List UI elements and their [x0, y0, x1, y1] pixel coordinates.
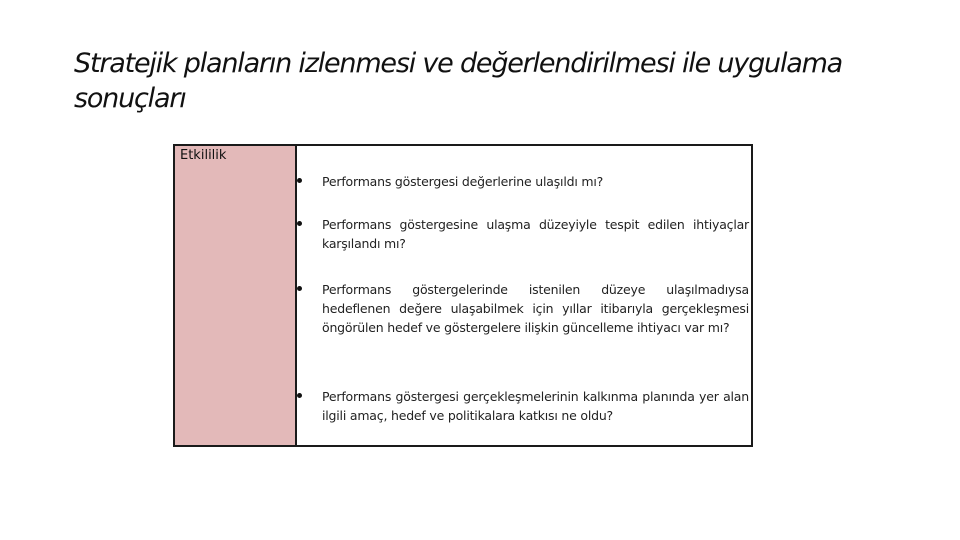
- bullet-icon: [297, 221, 302, 226]
- list-item-text: Performans göstergelerinde istenilen düzeye ulaşılmadıysa hedeflenen değere ulaşabilmek için yıllar itibarıyla gerçekleşmesi öngörülen hedef ve göstergelere ilişkin güncelleme ihtiyacı var mı?: [322, 282, 749, 335]
- list-item-text: Performans göstergesi değerlerine ulaşıldı mı?: [322, 174, 604, 189]
- slide-title: Stratejik planların izlenmesi ve değerlendirilmesi ile uygulama sonuçları: [74, 48, 843, 114]
- bullet-icon: [297, 286, 302, 291]
- evaluation-table: [173, 144, 753, 447]
- bullet-icon: [297, 178, 302, 183]
- list-item-text: Performans göstergesi gerçekleşmelerinin kalkınma planında yer alan ilgili amaç, hedef ve politikalara katkısı ne oldu?: [322, 389, 749, 423]
- bullet-icon: [297, 393, 302, 398]
- table-label-cell: Etkililik: [175, 146, 297, 445]
- table-content-cell: [297, 146, 751, 445]
- list-item-text: Performans göstergesine ulaşma düzeyiyle tespit edilen ihtiyaçlar karşılandı mı?: [322, 217, 749, 251]
